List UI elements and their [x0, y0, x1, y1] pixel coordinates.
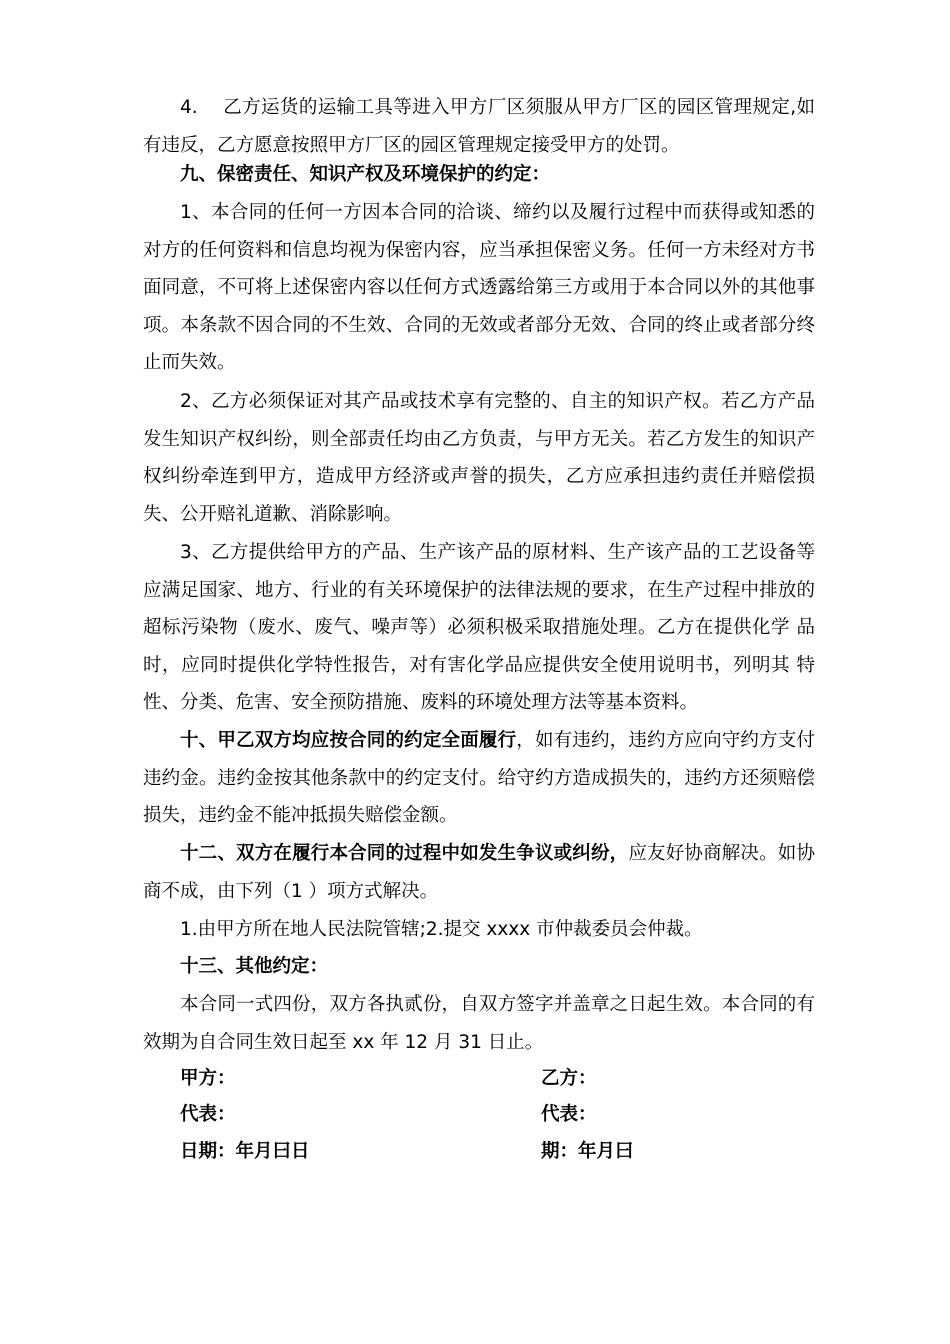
section-9-paragraph-2: 2、乙方必须保证对其产品或技术享有完整的、自主的知识产权。若乙方产品发生知识产权纠纷，则全部责任均由乙方负责，与甲方无关。若乙方发生的知识产权纠纷牵连到甲方，造成甲方经济或声誉的损失，乙方应承担违约责任并赔偿损失、公开赔礼道歉、消除影响。	[143, 391, 815, 525]
section-13-paragraph-1: 本合同一式四份，双方各执贰份，自双方签字并盖章之日起生效。本合同的有效期为自合同生效日起至 xx 年 12 月 31 日止。	[143, 994, 815, 1053]
section-10-paragraph	[143, 722, 815, 835]
section-12-paragraph	[143, 835, 815, 910]
section-12-heading: 十二、双方在履行本合同的过程中如发生争议或纠纷，	[180, 843, 629, 864]
party-b-date-label: 期：年月曰	[541, 1141, 634, 1162]
party-b-label: 乙方：	[541, 1068, 597, 1089]
party-a-representative-label: 代表：	[180, 1104, 236, 1125]
section-9-paragraph-3: 3、乙方提供给甲方的产品、生产该产品的原材料、生产该产品的工艺设备等应满足国家、地方、行业的有关环境保护的法律法规的要求，在生产过程中排放的超标污染物（废水、废气、噪声等）必须积极采取措施处理。乙方在提供化学 品时，应同时提供化学特性报告，对有害化学品应提供安全使用说明书，列明其 特性、分类、危害、安全预防措施、废料的环境处理方法等基本资料。	[143, 542, 815, 713]
clause-item-4: 4. 乙方运货的运输工具等进入甲方厂区须服从甲方厂区的园区管理规定,如有违反，乙方愿意按照甲方厂区的园区管理规定接受甲方的处罚。	[143, 97, 815, 156]
section-12-options: 1.由甲方所在地人民法院管辖;2.提交 xxxx 市仲裁委员会仲裁。	[180, 919, 703, 940]
section-9-paragraph-1: 1、本合同的任何一方因本合同的洽谈、缔约以及履行过程中而获得或知悉的对方的任何资料和信息均视为保密内容，应当承担保密义务。任何一方未经对方书面同意，不可将上述保密内容以任何方式透露给第三方或用于本合同以外的其他事项。本条款不因合同的不生效、合同的无效或者部分无效、合同的终止或者部分终止而失效。	[143, 202, 815, 373]
section-10-heading: 十、甲乙双方均应按合同的约定全面履行	[180, 730, 517, 751]
section-12-text: 应友好协商解决。如协商不成，由下列（1 ）项方式解决。	[143, 843, 815, 902]
section-13-heading: 十三、其他约定：	[180, 956, 329, 977]
party-a-date-label: 日期：年月曰日	[180, 1141, 310, 1162]
section-10-text: ，如有违约，违约方应向守约方支付违约金。违约金按其他条款中的约定支付。给守约方造成损失的，违约方还须赔偿损失，违约金不能冲抵损失赔偿金额。	[143, 730, 815, 826]
section-9-heading: 九、保密责任、知识产权及环境保护的约定：	[180, 164, 551, 185]
party-a-label: 甲方：	[180, 1068, 236, 1089]
party-b-representative-label: 代表：	[541, 1104, 597, 1125]
